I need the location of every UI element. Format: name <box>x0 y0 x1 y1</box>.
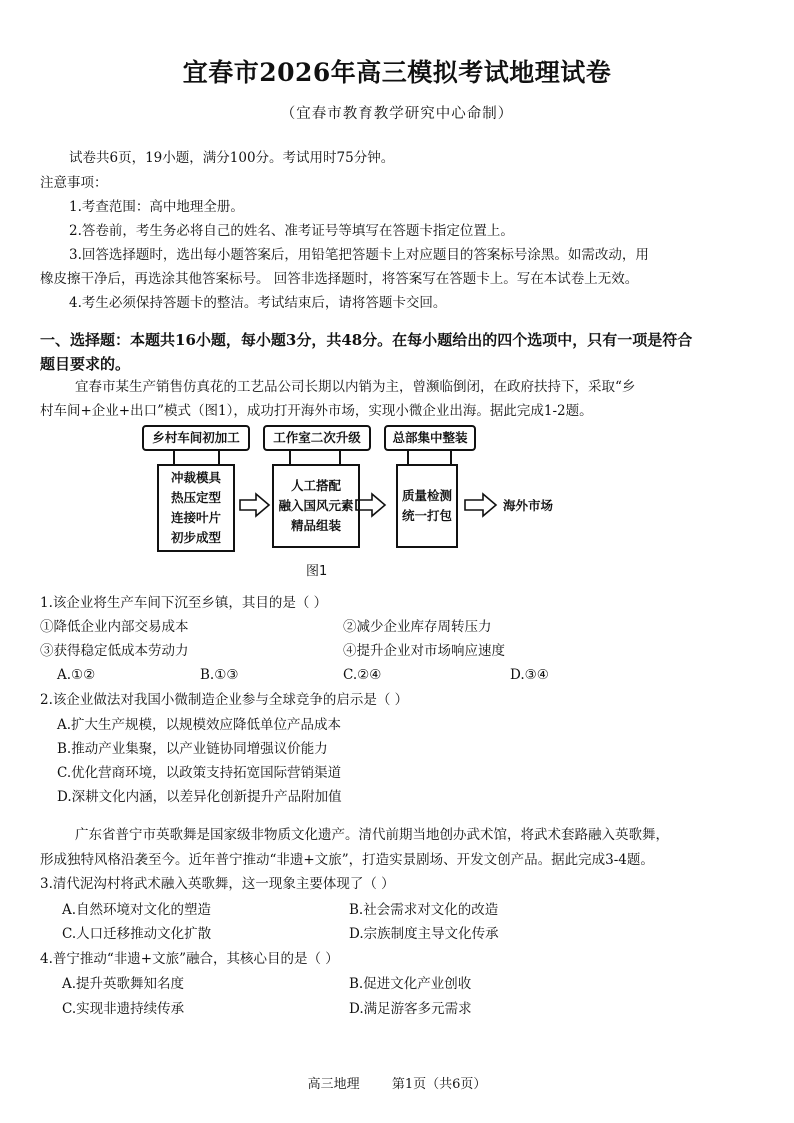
notice-item-1: 1.考查范围：高中地理全册。 <box>69 199 244 215</box>
connector-line <box>289 451 291 465</box>
q1-statement-1: ①降低企业内部交易成本 <box>40 619 189 635</box>
passage-1-cont: 村车间+企业+出口”模式（图1），成功打开海外市场，实现小微企业出海。据此完成1-2题。 <box>40 403 593 419</box>
passage-2-cont: 形成独特风格沿袭至今。近年普宁推动“非遗+文旅”，打造实景剧场、开发文创产品。据此完成3-4题。 <box>40 852 654 868</box>
q2-option-d: D.深耕文化内涵，以差异化创新提升产品附加值 <box>57 789 342 805</box>
stage-1-box <box>157 464 235 552</box>
notice-item-2: 2.答卷前，考生务必将自己的姓名、准考证号等填写在答题卡指定位置上。 <box>69 223 514 239</box>
q4-option-a: A.提升英歌舞知名度 <box>62 976 185 992</box>
q2-option-a: A.扩大生产规模，以规模效应降低单位产品成本 <box>57 717 342 733</box>
flow-arrow-icon <box>238 491 272 519</box>
stage-1-step: 连接叶片 <box>170 510 221 525</box>
connector-line <box>407 451 409 465</box>
stage-1-step: 初步成型 <box>170 530 221 545</box>
stage-2-step: 精品组装 <box>290 518 341 533</box>
q1-statement-3: ③获得稳定低成本劳动力 <box>40 643 189 659</box>
q3-option-d: D.宗族制度主导文化传承 <box>349 926 499 942</box>
stage-2-step: 人工搭配 <box>290 478 341 493</box>
exam-info: 试卷共6页，19小题，满分100分。考试用时75分钟。 <box>69 150 395 166</box>
q1-statement-4: ④提升企业对市场响应速度 <box>343 643 505 659</box>
q4-option-c: C.实现非遗持续传承 <box>62 1001 185 1017</box>
question-3-stem: 3.清代泥沟村将武术融入英歌舞，这一现象主要体现了（ ） <box>40 876 395 892</box>
q3-option-b: B.社会需求对文化的改造 <box>349 902 499 918</box>
flow-arrow-icon <box>354 491 388 519</box>
q3-option-a: A.自然环境对文化的塑造 <box>62 902 212 918</box>
stage-3-step: 统一打包 <box>401 508 452 523</box>
q2-option-b: B.推动产业集聚，以产业链协同增强议价能力 <box>57 741 328 757</box>
notice-title: 注意事项： <box>40 175 108 191</box>
stage-2-box <box>272 464 360 548</box>
passage-2: 广东省普宁市英歌舞是国家级非物质文化遗产。清代前期当地创办武术馆，将武术套路融入英歌舞， <box>75 827 669 843</box>
connector-line <box>450 451 452 465</box>
question-4-stem: 4.普宁推动“非遗+文旅”融合，其核心目的是（ ） <box>40 951 339 967</box>
flow-arrow-icon <box>463 491 499 519</box>
stage-2-tag: 工作室二次升级 <box>263 425 371 451</box>
stage-1-step: 冲裁模具 <box>170 470 221 485</box>
section-heading-cont: 题目要求的。 <box>40 355 131 373</box>
footer-subject: 高三地理 <box>307 1077 360 1092</box>
page-title: 宜春市2026年高三模拟考试地理试卷 <box>182 58 612 87</box>
section-heading: 一、选择题：本题共16小题，每小题3分，共48分。在每小题给出的四个选项中，只有一项是符合 <box>40 331 693 349</box>
q1-option-c: C.②④ <box>343 667 382 683</box>
connector-line <box>173 451 175 465</box>
q4-option-d: D.满足游客多元需求 <box>349 1001 472 1017</box>
q1-option-d: D.③④ <box>510 667 549 683</box>
connector-line <box>339 451 341 465</box>
question-1-stem: 1.该企业将生产车间下沉至乡镇，其目的是（ ） <box>40 595 328 611</box>
footer-page-number: 第1页（共6页） <box>391 1077 487 1092</box>
q1-option-b: B.①③ <box>200 667 239 683</box>
page-subtitle: （宜春市教育教学研究中心命制） <box>280 106 514 122</box>
passage-1: 宜春市某生产销售仿真花的工艺品公司长期以内销为主，曾濒临倒闭，在政府扶持下，采取“乡 <box>75 379 636 395</box>
figure-caption: 图1 <box>306 564 328 579</box>
page-footer <box>0 1073 794 1097</box>
q4-option-b: B.促进文化产业创收 <box>349 976 472 992</box>
question-2-stem: 2.该企业做法对我国小微制造企业参与全球竞争的启示是（ ） <box>40 692 409 708</box>
stage-3-box <box>396 464 458 548</box>
notice-item-4: 4.考生必须保持答题卡的整洁。考试结束后，请将答题卡交回。 <box>69 295 447 311</box>
stage-2-step: 融入国风元素 <box>278 498 354 513</box>
stage-3-tag: 总部集中整装 <box>384 425 476 451</box>
stage-1-tag: 乡村车间初加工 <box>142 425 250 451</box>
stage-1-step: 热压定型 <box>170 490 221 505</box>
q3-option-c: C.人口迁移推动文化扩散 <box>62 926 212 942</box>
q2-option-c: C.优化营商环境，以政策支持拓宽国际营销渠道 <box>57 765 342 781</box>
q1-statement-2: ②减少企业库存周转压力 <box>343 619 492 635</box>
connector-line <box>218 451 220 465</box>
q1-option-a: A.①② <box>57 667 96 683</box>
stage-3-step: 质量检测 <box>401 488 452 503</box>
overseas-market-label: 海外市场 <box>503 498 554 513</box>
notice-item-3-cont: 橡皮擦干净后，再选涂其他答案标号。 回答非选择题时，将答案写在答题卡上。写在本试卷上无效。 <box>40 271 639 287</box>
notice-item-3: 3.回答选择题时，选出每小题答案后，用铅笔把答题卡上对应题目的答案标号涂黑。如需改动，用 <box>69 247 649 263</box>
